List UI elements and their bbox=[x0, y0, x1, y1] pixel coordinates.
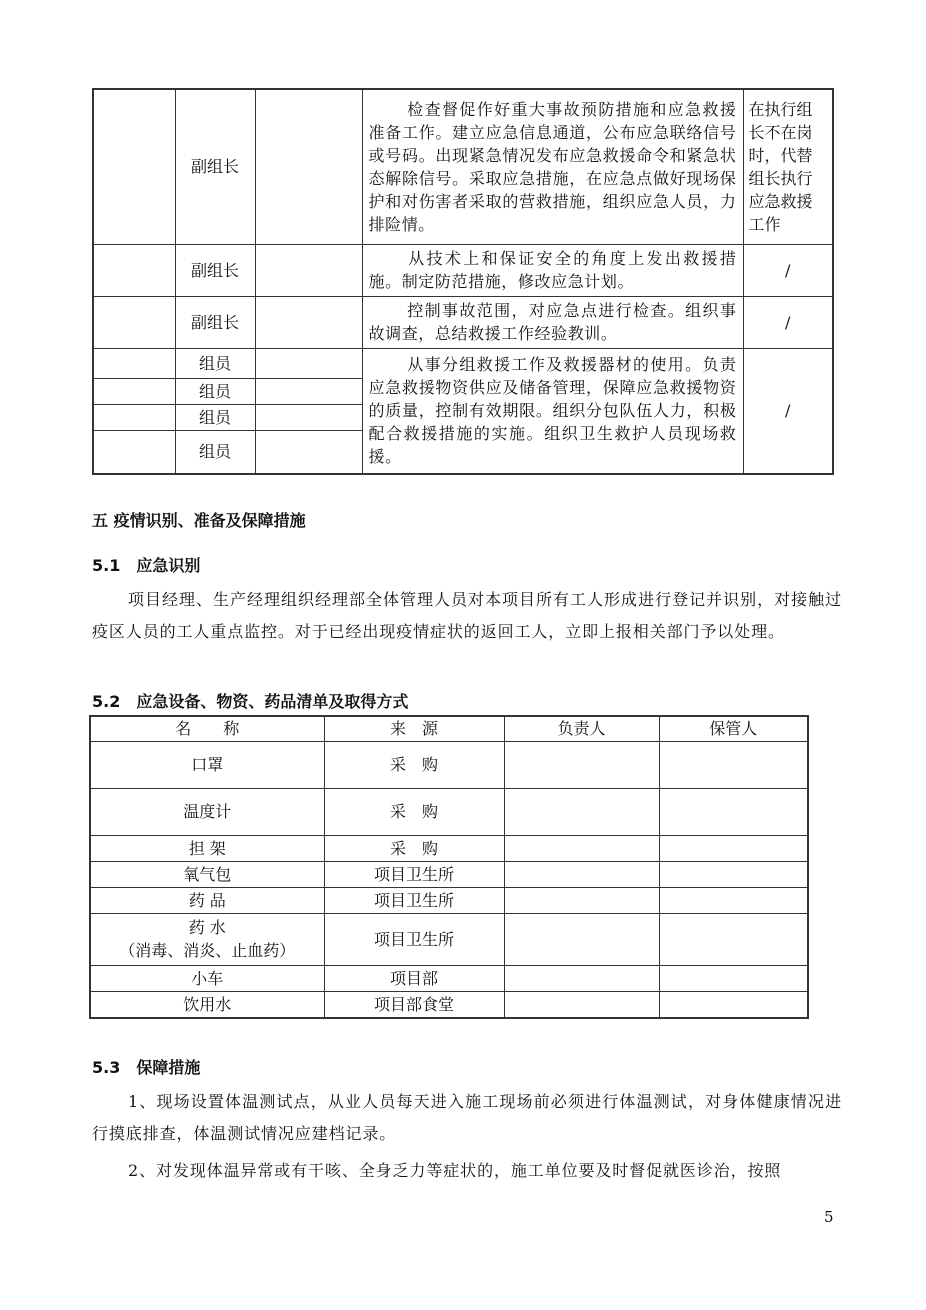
page-number: 5 bbox=[824, 1208, 834, 1226]
table-row bbox=[90, 788, 808, 835]
table-row bbox=[90, 887, 808, 913]
item-name: 担 架 bbox=[90, 835, 324, 861]
team-duty-table bbox=[92, 88, 834, 475]
item-name: 口罩 bbox=[90, 741, 324, 788]
item-name: 饮用水 bbox=[90, 991, 324, 1018]
table-row bbox=[90, 991, 808, 1018]
table-row bbox=[90, 835, 808, 861]
item-source: 采 购 bbox=[324, 741, 504, 788]
note-cell: 在执行组长不在岗时，代替组长执行应急救援工作 bbox=[743, 89, 833, 244]
role-cell: 副组长 bbox=[175, 296, 255, 348]
paragraph: 1、现场设置体温测试点，从业人员每天进入施工现场前必须进行体温测试，对身体健康情况进行摸底排查，体温测试情况应建档记录。 bbox=[92, 1092, 842, 1143]
duty-cell: 控制事故范围，对应急点进行检查。组织事故调查，总结救援工作经验教训。 bbox=[362, 296, 743, 348]
item-name: 温度计 bbox=[90, 788, 324, 835]
item-name: 小车 bbox=[90, 965, 324, 991]
table-row bbox=[93, 348, 833, 378]
paragraph: 项目经理、生产经理组织经理部全体管理人员对本项目所有工人形成进行登记并识别，对接触过疫区人员的工人重点监控。对于已经出现疫情症状的返回工人，立即上报相关部门予以处理。 bbox=[92, 590, 842, 641]
subsection-title-5-2: 5.2 应急设备、物资、药品清单及取得方式 bbox=[92, 692, 409, 711]
supply-table bbox=[89, 715, 809, 1019]
paragraph: 2、对发现体温异常或有干咳、全身乏力等症状的，施工单位要及时督促就医诊治，按照 bbox=[128, 1161, 782, 1180]
item-source: 采 购 bbox=[324, 835, 504, 861]
item-source: 项目卫生所 bbox=[324, 913, 504, 965]
table-row bbox=[90, 965, 808, 991]
member-cell: 组员 bbox=[175, 348, 255, 378]
table-row bbox=[90, 861, 808, 887]
header-keeper: 保管人 bbox=[659, 716, 808, 741]
table-header-row bbox=[90, 716, 808, 741]
note-cell: / bbox=[743, 296, 833, 348]
note-cell: / bbox=[743, 244, 833, 296]
member-note-cell: / bbox=[743, 348, 833, 474]
subsection-title-5-1: 5.1 应急识别 bbox=[92, 556, 201, 575]
item-source: 项目卫生所 bbox=[324, 861, 504, 887]
member-duty-cell: 从事分组救援工作及救援器材的使用。负责应急救援物资供应及储备管理，保障应急救援物资的质量，控制有效期限。组织分包队伍人力，积极配合救援措施的实施。组织卫生救护人员现场救援。 bbox=[362, 348, 743, 474]
member-cell: 组员 bbox=[175, 430, 255, 474]
section-title: 五 疫情识别、准备及保障措施 bbox=[92, 511, 306, 530]
item-name: 药 品 bbox=[90, 887, 324, 913]
item-source: 项目部 bbox=[324, 965, 504, 991]
role-cell: 副组长 bbox=[175, 89, 255, 244]
table-row bbox=[93, 89, 833, 244]
table-row bbox=[90, 913, 808, 965]
member-cell: 组员 bbox=[175, 378, 255, 404]
duty-cell: 检查督促作好重大事故预防措施和应急救援准备工作。建立应急信息通道，公布应急联络信号或号码。出现紧急情况发布应急救援命令和紧急状态解除信号。采取应急措施，在应急点做好现场保护和对伤害者采取的营救措施，组织应急人员，力排险情。 bbox=[362, 89, 743, 244]
role-cell: 副组长 bbox=[175, 244, 255, 296]
item-name: 药 水 （消毒、消炎、止血药） bbox=[90, 913, 324, 965]
item-name: 氧气包 bbox=[90, 861, 324, 887]
subsection-title-5-3: 5.3 保障措施 bbox=[92, 1058, 201, 1077]
item-name-sub: （消毒、消炎、止血药） bbox=[119, 941, 296, 960]
header-source: 来 源 bbox=[324, 716, 504, 741]
header-responsible: 负责人 bbox=[504, 716, 659, 741]
table-row bbox=[93, 244, 833, 296]
table-row bbox=[93, 296, 833, 348]
item-source: 项目部食堂 bbox=[324, 991, 504, 1018]
duty-cell: 从技术上和保证安全的角度上发出救援措施。制定防范措施，修改应急计划。 bbox=[362, 244, 743, 296]
header-name: 名 称 bbox=[90, 716, 324, 741]
table-row bbox=[90, 741, 808, 788]
item-source: 采 购 bbox=[324, 788, 504, 835]
item-source: 项目卫生所 bbox=[324, 887, 504, 913]
member-cell: 组员 bbox=[175, 404, 255, 430]
